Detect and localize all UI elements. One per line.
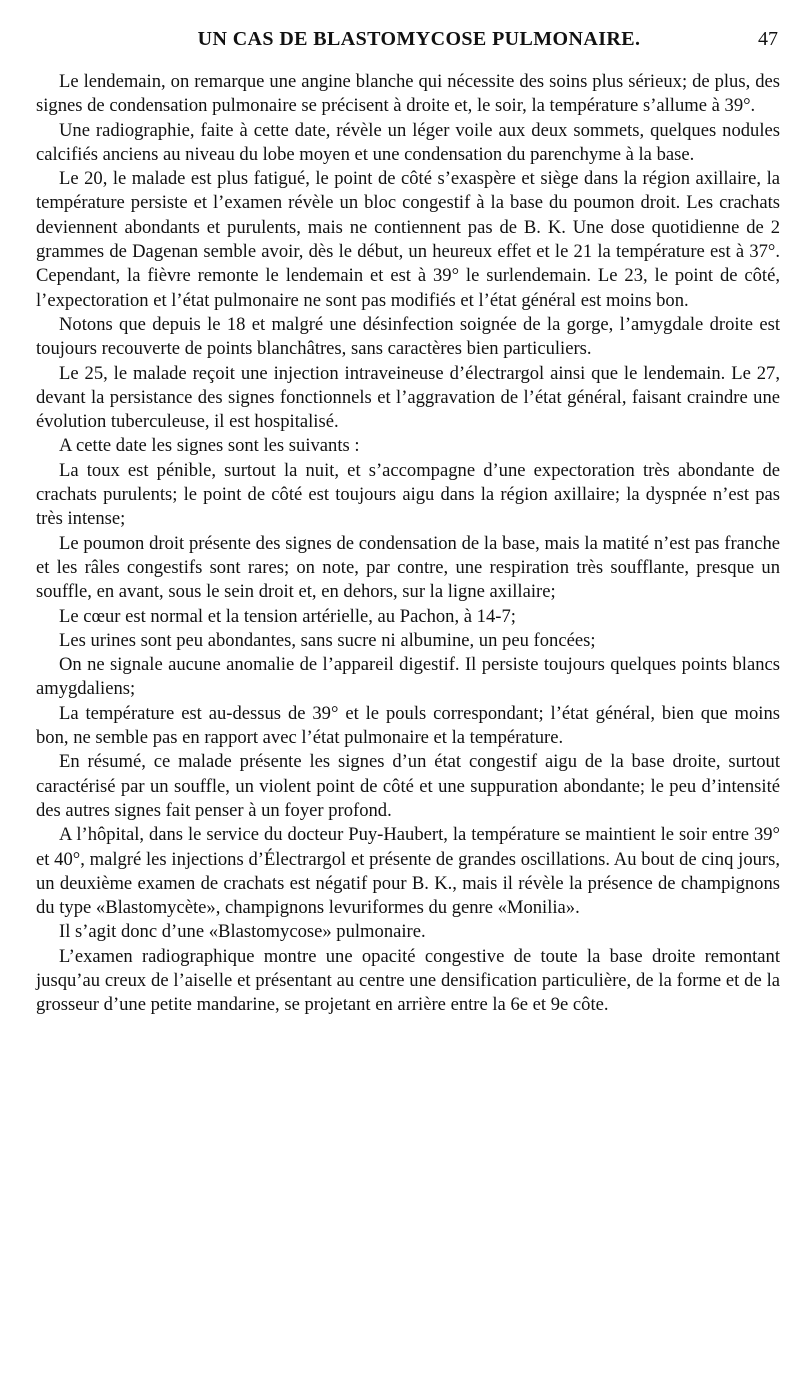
paragraph: Les urines sont peu abondantes, sans sucre ni albumine, un peu foncées;: [59, 629, 596, 651]
paragraph: Une radiographie, faite à cette date, révèle un léger voile aux deux sommets, quelques nodules calcifiés anciens au niveau du lobe moyen et une condensation du parenchyme à la base.: [36, 119, 780, 165]
paragraph: Le 20, le malade est plus fatigué, le point de côté s’exaspère et siège dans la région axillaire, la température persiste et l’examen révèle un bloc congestif à la base du poumon droit. Les crachats deviennent abondants et purulents, mais ne contiennent pas de B. K. Une dose quotidienne de 2 grammes de Dagenan semble avoir, dès le début, un heureux effet et le 21 la température est à 37°. Cependant, la fièvre remonte le lendemain et est à 39° le surlendemain. Le 23, le point de côté, l’expectoration et l’état pulmonaire ne sont pas modifiés et l’état général est moins bon.: [36, 168, 780, 311]
paragraph: Il s’agit donc d’une «Blastomycose» pulmonaire.: [59, 921, 426, 943]
paragraph: A cette date les signes sont les suivants :: [59, 435, 360, 457]
paragraph: On ne signale aucune anomalie de l’appareil digestif. Il persiste toujours quelques points blancs amygdaliens;: [36, 654, 780, 700]
paragraph: Le cœur est normal et la tension artérielle, au Pachon, à 14-7;: [59, 605, 516, 627]
paragraph: La température est au-dessus de 39° et le pouls correspondant; l’état général, bien que moins bon, ne semble pas en rapport avec l’état pulmonaire et la température.: [36, 702, 780, 749]
paragraph: En résumé, ce malade présente les signes d’un état congestif aigu de la base droite, surtout caractérisé par un souffle, un violent point de côté et une suppuration abondante; le peu d’intensité des autres signes fait penser à un foyer profond.: [36, 751, 780, 821]
paragraph: Le lendemain, on remarque une angine blanche qui nécessite des soins plus sérieux; de plus, des signes de condensation pulmonaire se précisent à droite et, le soir, la température s’allume à 39°.: [36, 71, 780, 117]
page-number: 47: [758, 28, 778, 50]
paragraph: Le 25, le malade reçoit une injection intraveineuse d’électrargol ainsi que le lendemain. Le 27, devant la persistance des signes fonctionnels et l’aggravation de l’état général, faisant craindre une évolution tuberculeuse, il est hospitalisé.: [36, 362, 780, 433]
paragraph: La toux est pénible, surtout la nuit, et s’accompagne d’une expectoration très abondante de crachats purulents; le point de côté est toujours aigu dans la région axillaire; la dyspnée n’est pas très intense;: [36, 459, 780, 530]
paragraph: Notons que depuis le 18 et malgré une désinfection soignée de la gorge, l’amygdale droite est toujours recouverte de points blanchâtres, sans caractères bien particuliers.: [36, 313, 780, 360]
paragraph: A l’hôpital, dans le service du docteur Puy-Haubert, la température se maintient le soir entre 39° et 40°, malgré les injections d’Électrargol et présente de grandes oscillations. Au bout de cinq jours, un deuxième examen de crachats est négatif pour B. K., mais il révèle la présence de champignons du type «Blastomycète», champignons levuriformes du genre «Monilia».: [36, 824, 780, 919]
body-text: [36, 70, 780, 1018]
paragraph: L’examen radiographique montre une opacité congestive de toute la base droite remontant jusqu’au creux de l’aiselle et présentant au centre une densification particulière, de la forme et de la grosseur d’une petite mandarine, se projetant en arrière entre la 6e et 9e côte.: [36, 945, 780, 1016]
page-header: [60, 28, 778, 58]
paragraph: Le poumon droit présente des signes de condensation de la base, mais la matité n’est pas franche et les râles congestifs sont rares; on note, par contre, une respiration très soufflante, presque un souffle, en avant, sous le sein droit et, en dehors, sur la ligne axillaire;: [36, 532, 780, 603]
running-title: UN CAS DE BLASTOMYCOSE PULMONAIRE.: [197, 28, 641, 50]
